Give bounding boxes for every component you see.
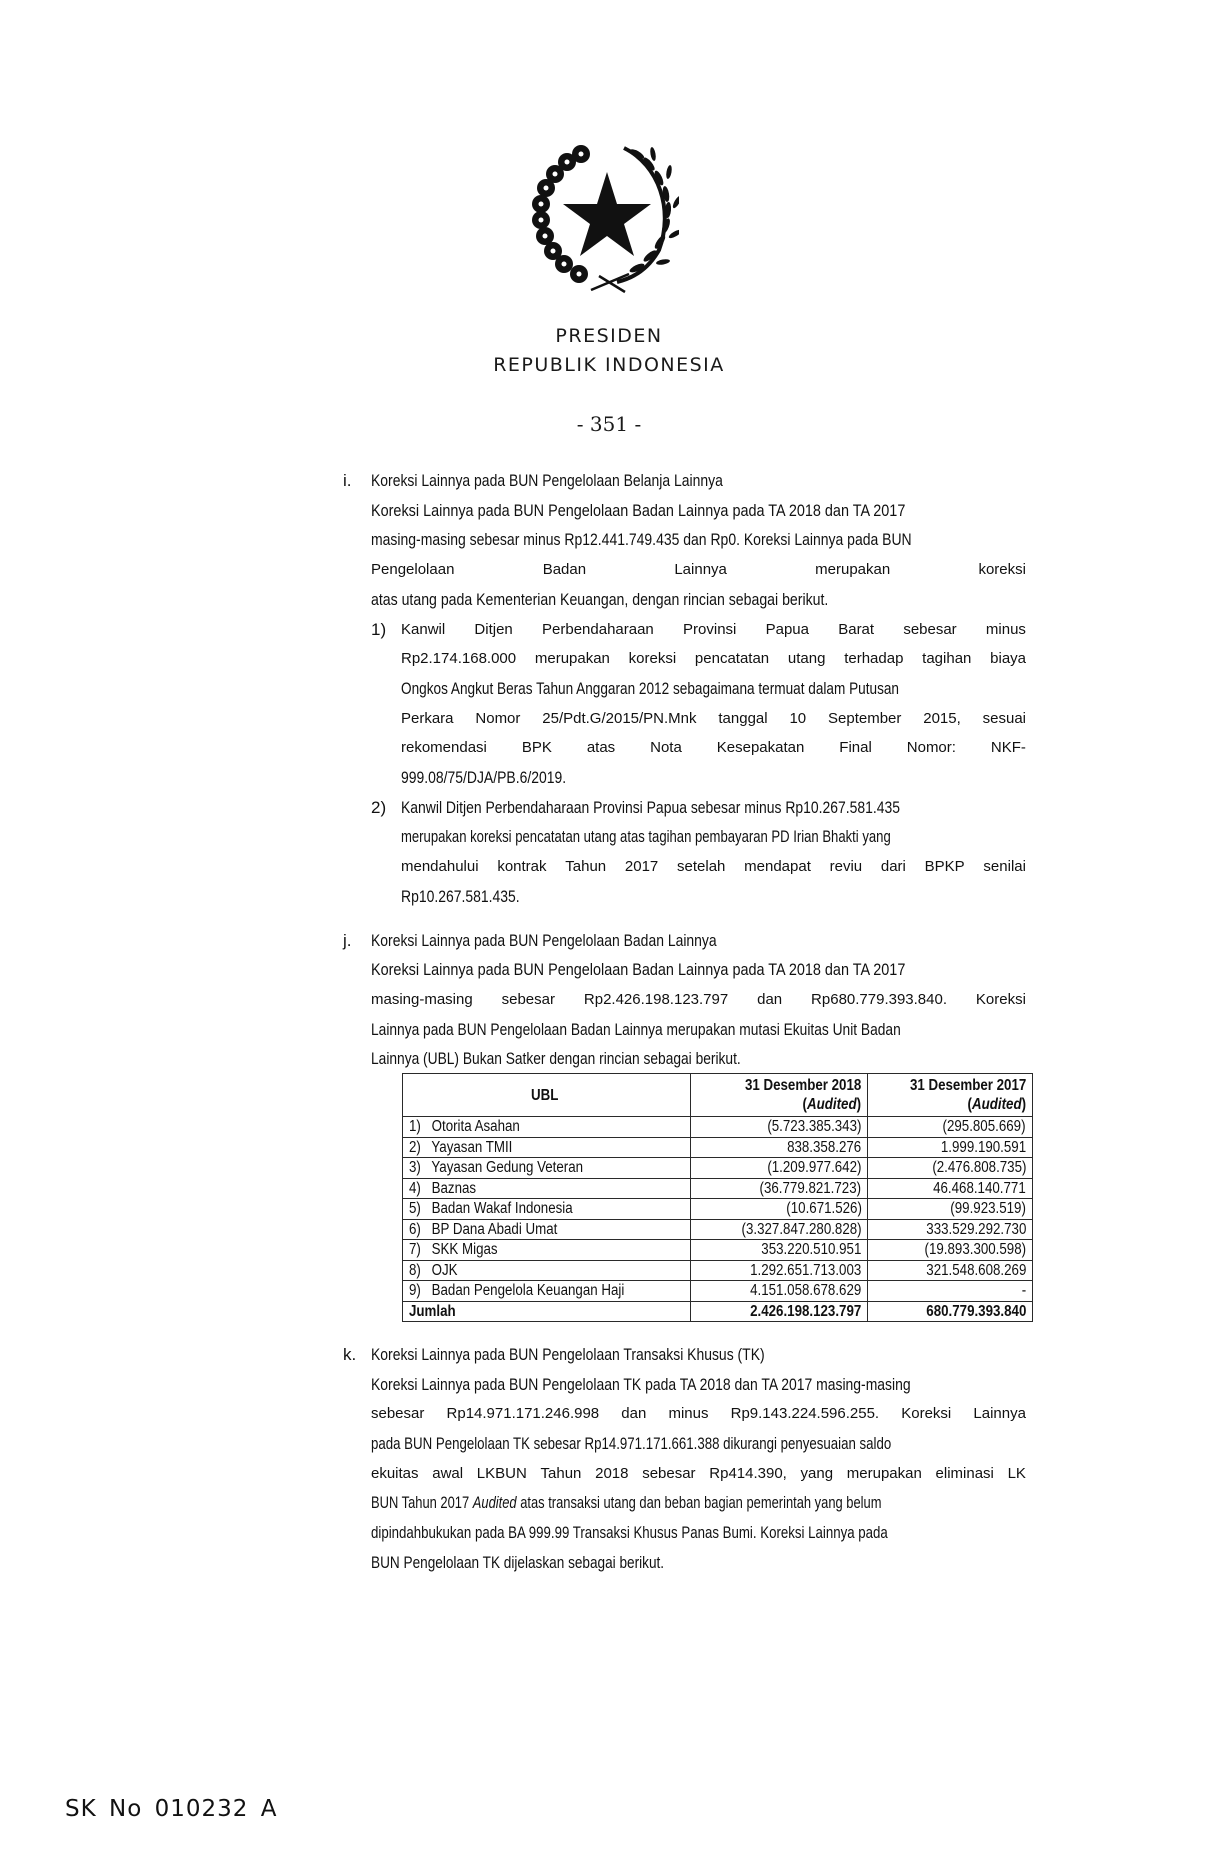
column-header-2018: 31 Desember 2018 (Audited) xyxy=(691,1074,868,1117)
section-j-marker: j. xyxy=(343,931,352,950)
table-row: 2) Yayasan TMII 838.358.276 1.999.190.591 xyxy=(403,1137,1033,1158)
table-row: 4) Baznas (36.779.821.723) 46.468.140.771 xyxy=(403,1178,1033,1199)
section-i-item-1-marker: 1) xyxy=(371,620,387,639)
section-i-title: Koreksi Lainnya pada BUN Pengelolaan Belanja Lainnya xyxy=(371,471,723,490)
table-row: 3) Yayasan Gedung Veteran (1.209.977.642) (2.476.808.735) xyxy=(403,1158,1033,1179)
section-i-line-3: Pengelolaan Badan Lainnya merupakan koreksi xyxy=(371,561,1026,578)
section-j-line-4: Lainnya (UBL) Bukan Satker dengan rincian sebagai berikut. xyxy=(371,1049,741,1068)
table-row: 7) SKK Migas 353.220.510.951 (19.893.300.598) xyxy=(403,1240,1033,1261)
column-header-ubl: UBL xyxy=(403,1074,691,1117)
section-i-line-1: Koreksi Lainnya pada BUN Pengelolaan Badan Lainnya pada TA 2018 dan TA 2017 xyxy=(371,501,906,520)
section-k-line-7: BUN Pengelolaan TK dijelaskan sebagai berikut. xyxy=(371,1553,665,1572)
section-i-item-1-line-1: Kanwil Ditjen Perbendaharaan Provinsi Papua Barat sebesar minus xyxy=(401,621,1026,638)
section-i-item-1-line-3: Ongkos Angkut Beras Tahun Anggaran 2012 sebagaimana termuat dalam Putusan xyxy=(401,679,900,698)
table-row: 8) OJK 1.292.651.713.003 321.548.608.269 xyxy=(403,1260,1033,1281)
garuda-presidential-emblem-icon xyxy=(529,140,679,300)
section-j-title: Koreksi Lainnya pada BUN Pengelolaan Badan Lainnya xyxy=(371,931,717,950)
footer-document-code: SK No 010232 A xyxy=(65,1796,278,1822)
header-line-republik-indonesia: REPUBLIK INDONESIA xyxy=(493,354,725,376)
section-i-item-2-line-2: merupakan koreksi pencatatan utang atas tagihan pembayaran PD Irian Bhakti yang xyxy=(401,827,891,846)
section-k-line-3: pada BUN Pengelolaan TK sebesar Rp14.971.171.661.388 dikurangi penyesuaian saldo xyxy=(371,1434,892,1453)
section-j-line-3: Lainnya pada BUN Pengelolaan Badan Lainnya merupakan mutasi Ekuitas Unit Badan xyxy=(371,1020,901,1039)
table-total-row: Jumlah 2.426.198.123.797 680.779.393.840 xyxy=(403,1301,1033,1322)
section-k-line-4: ekuitas awal LKBUN Tahun 2018 sebesar Rp414.390, yang merupakan eliminasi LK xyxy=(371,1465,1026,1482)
section-i-item-1-line-6: 999.08/75/DJA/PB.6/2019. xyxy=(401,768,567,787)
section-i-item-2-marker: 2) xyxy=(371,798,387,817)
column-header-2017: 31 Desember 2017 (Audited) xyxy=(868,1074,1033,1117)
section-k-title: Koreksi Lainnya pada BUN Pengelolaan Transaksi Khusus (TK) xyxy=(371,1345,765,1364)
section-i-item-1-line-4: Perkara Nomor 25/Pdt.G/2015/PN.Mnk tanggal 10 September 2015, sesuai xyxy=(401,710,1026,727)
section-k-line-5: BUN Tahun 2017 Audited atas transaksi utang dan beban bagian pemerintah yang belum xyxy=(371,1493,882,1512)
section-k-line-2: sebesar Rp14.971.171.246.998 dan minus Rp9.143.224.596.255. Koreksi Lainnya xyxy=(371,1405,1026,1422)
section-i-item-1-line-5: rekomendasi BPK atas Nota Kesepakatan Final Nomor: NKF- xyxy=(401,739,1026,756)
section-k-line-6: dipindahbukukan pada BA 999.99 Transaksi Khusus Panas Bumi. Koreksi Lainnya pada xyxy=(371,1523,888,1542)
section-i-item-2-line-1: Kanwil Ditjen Perbendaharaan Provinsi Papua sebesar minus Rp10.267.581.435 xyxy=(401,798,901,817)
section-j-line-2: masing-masing sebesar Rp2.426.198.123.797 dan Rp680.779.393.840. Koreksi xyxy=(371,991,1026,1008)
section-k-marker: k. xyxy=(343,1345,357,1364)
section-k-line-1: Koreksi Lainnya pada BUN Pengelolaan TK pada TA 2018 dan TA 2017 masing-masing xyxy=(371,1375,911,1394)
page-number: - 351 - xyxy=(576,412,642,436)
table-header-row xyxy=(403,1074,1033,1117)
section-i-item-2-line-3: mendahului kontrak Tahun 2017 setelah mendapat reviu dari BPKP senilai xyxy=(401,858,1026,875)
table-row: 9) Badan Pengelola Keuangan Haji 4.151.058.678.629 - xyxy=(403,1281,1033,1302)
section-i-item-2-line-4: Rp10.267.581.435. xyxy=(401,887,520,906)
section-i-marker: i. xyxy=(343,471,352,490)
table-row: 1) Otorita Asahan (5.723.385.343) (295.805.669) xyxy=(403,1117,1033,1138)
ubl-table xyxy=(402,1073,1033,1322)
section-i-item-1-line-2: Rp2.174.168.000 merupakan koreksi pencatatan utang terhadap tagihan biaya xyxy=(401,650,1026,667)
section-j-line-1: Koreksi Lainnya pada BUN Pengelolaan Badan Lainnya pada TA 2018 dan TA 2017 xyxy=(371,960,906,979)
section-i-line-4: atas utang pada Kementerian Keuangan, dengan rincian sebagai berikut. xyxy=(371,590,829,609)
section-i-line-2: masing-masing sebesar minus Rp12.441.749.435 dan Rp0. Koreksi Lainnya pada BUN xyxy=(371,530,912,549)
header-line-presiden: PRESIDEN xyxy=(555,325,663,347)
table-row: 5) Badan Wakaf Indonesia (10.671.526) (99.923.519) xyxy=(403,1199,1033,1220)
table-row: 6) BP Dana Abadi Umat (3.327.847.280.828) 333.529.292.730 xyxy=(403,1219,1033,1240)
